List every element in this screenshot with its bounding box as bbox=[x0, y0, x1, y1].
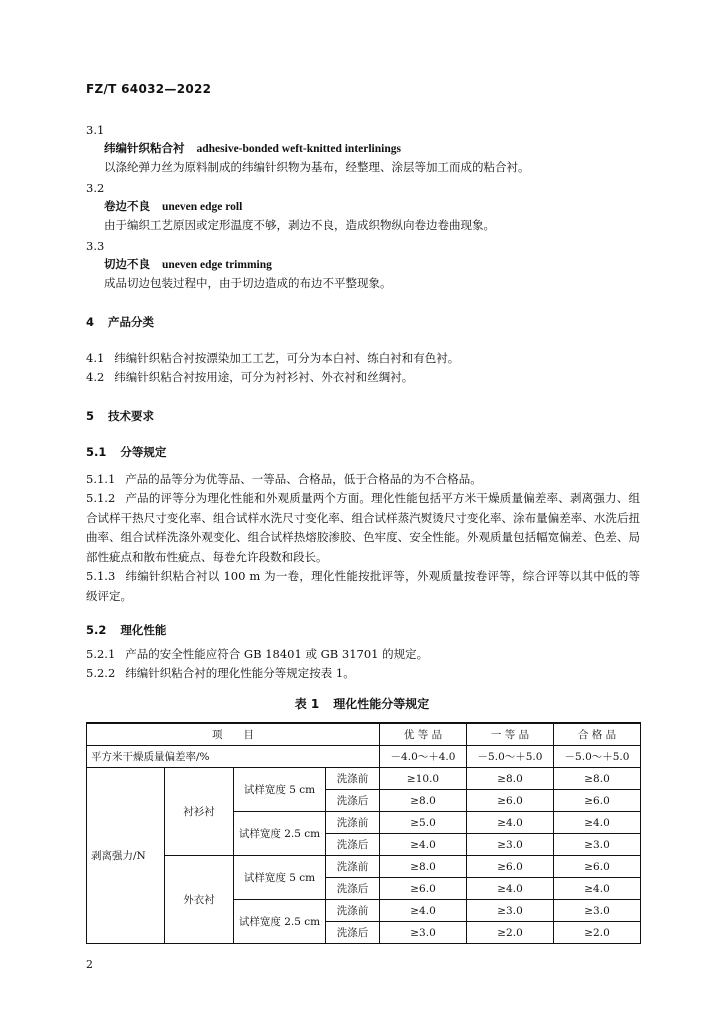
section-title: 理化性能 bbox=[120, 623, 167, 637]
term-en: uneven edge trimming bbox=[162, 259, 272, 271]
header-item: 项 目 bbox=[87, 723, 380, 746]
table-header-row bbox=[87, 723, 641, 746]
clause-5-1-3 bbox=[86, 567, 640, 606]
wash-state-label: 洗涤前 bbox=[326, 812, 380, 834]
clause-5-2-1 bbox=[86, 645, 640, 665]
table-row bbox=[87, 768, 641, 790]
section-heading-5 bbox=[86, 408, 154, 424]
sample-width-label: 试样宽度 2.5 cm bbox=[234, 900, 326, 944]
table-cell: ≥3.0 bbox=[554, 900, 641, 922]
term-title bbox=[104, 140, 401, 157]
header-first-grade: 一 等 品 bbox=[467, 723, 554, 746]
section-heading-5-1 bbox=[86, 444, 166, 460]
clause-number: 4.1 bbox=[86, 351, 105, 365]
row-label-mass-deviation: 平方米干燥质量偏差率/% bbox=[87, 746, 380, 768]
table-row bbox=[87, 856, 641, 878]
table-cell: ≥8.0 bbox=[380, 790, 467, 812]
section-title: 技术要求 bbox=[108, 409, 155, 423]
table-cell: ≥3.0 bbox=[554, 834, 641, 856]
term-en: uneven edge roll bbox=[162, 201, 243, 213]
clause-text: 纬编针织粘合衬按漂染加工工艺，可分为本白衬、练白衬和有色衬。 bbox=[114, 351, 460, 365]
table-cell: －4.0～＋4.0 bbox=[380, 746, 467, 768]
table-cell: ≥6.0 bbox=[467, 790, 554, 812]
term-number: 3.1 bbox=[86, 123, 105, 137]
table-cell: ≥3.0 bbox=[380, 922, 467, 944]
clause-4-2 bbox=[86, 368, 640, 388]
standard-number-header: FZ/T 64032—2022 bbox=[86, 82, 212, 96]
table-cell: ≥4.0 bbox=[380, 900, 467, 922]
term-cn: 卷边不良 bbox=[104, 199, 150, 213]
table-caption-title: 理化性能分等规定 bbox=[333, 697, 430, 711]
section-number: 5.1 bbox=[86, 445, 107, 459]
clause-4-1 bbox=[86, 349, 640, 369]
clause-text: 产品的评等分为理化性能和外观质量两个方面。理化性能包括平方米干燥质量偏差率、剥离强力、组合试样干热尺寸变化率、组合试样水洗尺寸变化率、组合试样蒸汽熨烫尺寸变化率、涂布量偏差率、水洗后扭曲率、组合试样洗涤外观变化、组合试样热熔胶渗胶、色牢度、安全性能。外观质量包括幅宽偏差、色差、局部性疵点和散布性疵点、每卷允许段数和段长。 bbox=[86, 491, 640, 564]
wash-state-label: 洗涤前 bbox=[326, 900, 380, 922]
table-cell: ≥8.0 bbox=[554, 768, 641, 790]
clause-number: 5.1.1 bbox=[86, 472, 116, 486]
table-cell: ≥6.0 bbox=[380, 878, 467, 900]
section-number: 5 bbox=[86, 409, 95, 423]
wash-state-label: 洗涤前 bbox=[326, 856, 380, 878]
section-title: 分等规定 bbox=[120, 445, 167, 459]
wash-state-label: 洗涤后 bbox=[326, 922, 380, 944]
clause-5-1-2 bbox=[86, 489, 640, 567]
clause-number: 4.2 bbox=[86, 370, 105, 384]
term-title bbox=[104, 198, 242, 215]
table-cell: －5.0～＋5.0 bbox=[554, 746, 641, 768]
term-cn: 纬编针织粘合衬 bbox=[104, 141, 185, 155]
clause-5-1-1 bbox=[86, 470, 640, 490]
term-number: 3.2 bbox=[86, 181, 105, 195]
clause-number: 5.1.3 bbox=[86, 569, 116, 583]
clause-text: 纬编针织粘合衬以 100 m 为一卷，理化性能按批评等，外观质量按卷评等，综合评等以其中低的等级评定。 bbox=[86, 569, 640, 603]
table-cell: ≥3.0 bbox=[467, 900, 554, 922]
table-cell: ≥6.0 bbox=[554, 856, 641, 878]
table-cell: ≥4.0 bbox=[380, 834, 467, 856]
table-cell: ≥4.0 bbox=[467, 878, 554, 900]
page-number: 2 bbox=[86, 958, 93, 971]
clause-number: 5.2.2 bbox=[86, 666, 116, 680]
table-cell: ≥4.0 bbox=[554, 878, 641, 900]
physical-chemical-grading-table bbox=[86, 722, 641, 944]
wash-state-label: 洗涤后 bbox=[326, 834, 380, 856]
clause-text: 纬编针织粘合衬的理化性能分等规定按表 1。 bbox=[125, 666, 355, 680]
table-cell: ≥6.0 bbox=[554, 790, 641, 812]
term-title bbox=[104, 256, 272, 273]
term-definition: 以涤纶弹力丝为原料制成的纬编针织物为基布，经整理、涂层等加工而成的粘合衬。 bbox=[104, 160, 530, 174]
table-cell: ≥10.0 bbox=[380, 768, 467, 790]
table-cell: ≥8.0 bbox=[380, 856, 467, 878]
table-cell: ≥2.0 bbox=[467, 922, 554, 944]
clause-number: 5.2.1 bbox=[86, 647, 116, 661]
table-cell: ≥2.0 bbox=[554, 922, 641, 944]
section-number: 4 bbox=[86, 315, 95, 329]
section-heading-5-2 bbox=[86, 622, 166, 638]
table-cell: ≥3.0 bbox=[467, 834, 554, 856]
table-cell: －5.0～＋5.0 bbox=[467, 746, 554, 768]
wash-state-label: 洗涤前 bbox=[326, 768, 380, 790]
sample-width-label: 试样宽度 2.5 cm bbox=[234, 812, 326, 856]
sample-width-label: 试样宽度 5 cm bbox=[234, 856, 326, 900]
clause-text: 产品的品等分为优等品、一等品、合格品，低于合格品的为不合格品。 bbox=[125, 472, 482, 486]
clause-number: 5.1.2 bbox=[86, 491, 116, 505]
table-row bbox=[87, 746, 641, 768]
wash-state-label: 洗涤后 bbox=[326, 878, 380, 900]
section-title: 产品分类 bbox=[108, 315, 155, 329]
table-cell: ≥4.0 bbox=[554, 812, 641, 834]
table-cell: ≥4.0 bbox=[467, 812, 554, 834]
table-cell: ≥8.0 bbox=[467, 768, 554, 790]
header-qualified-grade: 合 格 品 bbox=[554, 723, 641, 746]
term-en: adhesive-bonded weft-knitted interlinings bbox=[196, 143, 401, 155]
table-caption-number: 表 1 bbox=[294, 697, 320, 711]
table-cell: ≥6.0 bbox=[467, 856, 554, 878]
term-definition: 成品切边包装过程中，由于切边造成的布边不平整现象。 bbox=[104, 276, 392, 290]
header-superior-grade: 优 等 品 bbox=[380, 723, 467, 746]
row-label-peel-strength: 剥离强力/N bbox=[87, 768, 165, 944]
term-cn: 切边不良 bbox=[104, 257, 150, 271]
section-heading-4 bbox=[86, 314, 154, 330]
group-label-outerwear-lining: 外衣衬 bbox=[165, 856, 234, 944]
clause-text: 纬编针织粘合衬按用途，可分为衬衫衬、外衣衬和丝绸衬。 bbox=[114, 370, 414, 384]
group-label-shirt-lining: 衬衫衬 bbox=[165, 768, 234, 856]
section-number: 5.2 bbox=[86, 623, 107, 637]
clause-text: 产品的安全性能应符合 GB 18401 或 GB 31701 的规定。 bbox=[125, 647, 429, 661]
clause-5-2-2 bbox=[86, 664, 640, 684]
table-caption bbox=[0, 695, 724, 712]
term-definition: 由于编织工艺原因或定形温度不够，剥边不良，造成织物纵向卷边卷曲现象。 bbox=[104, 218, 495, 232]
term-number: 3.3 bbox=[86, 239, 105, 253]
table-cell: ≥5.0 bbox=[380, 812, 467, 834]
wash-state-label: 洗涤后 bbox=[326, 790, 380, 812]
sample-width-label: 试样宽度 5 cm bbox=[234, 768, 326, 812]
